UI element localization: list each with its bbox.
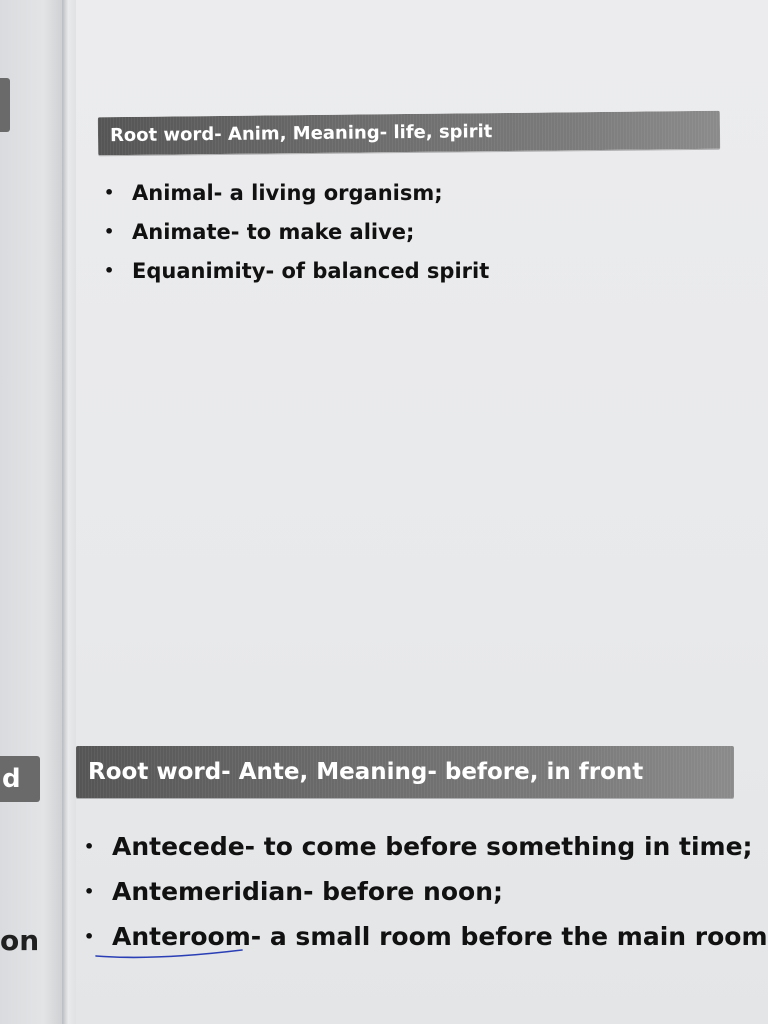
bullet-icon: • — [84, 837, 95, 856]
document-page — [76, 0, 768, 1024]
list-item — [100, 215, 489, 254]
bullet-icon: • — [104, 183, 115, 202]
previous-page-text-fragment: on — [0, 924, 40, 957]
list-item-text: Animate- to make alive; — [132, 220, 415, 244]
list-item — [80, 871, 768, 916]
bullet-icon: • — [84, 927, 95, 946]
list-item-text: Animal- a living organism; — [132, 181, 443, 205]
section-heading-ante: Root word- Ante, Meaning- before, in front — [76, 746, 734, 798]
pen-underline-mark — [94, 944, 244, 962]
list-item — [80, 826, 768, 871]
word-list-ante — [80, 826, 768, 961]
list-item — [100, 176, 489, 215]
list-item-text: Antemeridian- before noon; — [112, 877, 504, 906]
page-fold-shadow — [62, 0, 76, 1024]
word-list-anim — [100, 176, 489, 293]
previous-page-edge — [0, 0, 62, 1024]
list-item-text: Antecede- to come before something in time; — [112, 832, 753, 861]
section-heading-anim: Root word- Anim, Meaning- life, spirit — [98, 111, 720, 156]
list-item-text: Equanimity- of balanced spirit — [132, 259, 490, 283]
list-item-text: Anteroom- a small room before the main room — [112, 922, 768, 951]
bullet-icon: • — [84, 882, 95, 901]
bullet-icon: • — [104, 222, 115, 241]
previous-page-tab — [0, 78, 10, 132]
bullet-icon: • — [104, 261, 115, 280]
list-item — [100, 254, 489, 293]
previous-page-heading-fragment: d — [0, 756, 40, 802]
